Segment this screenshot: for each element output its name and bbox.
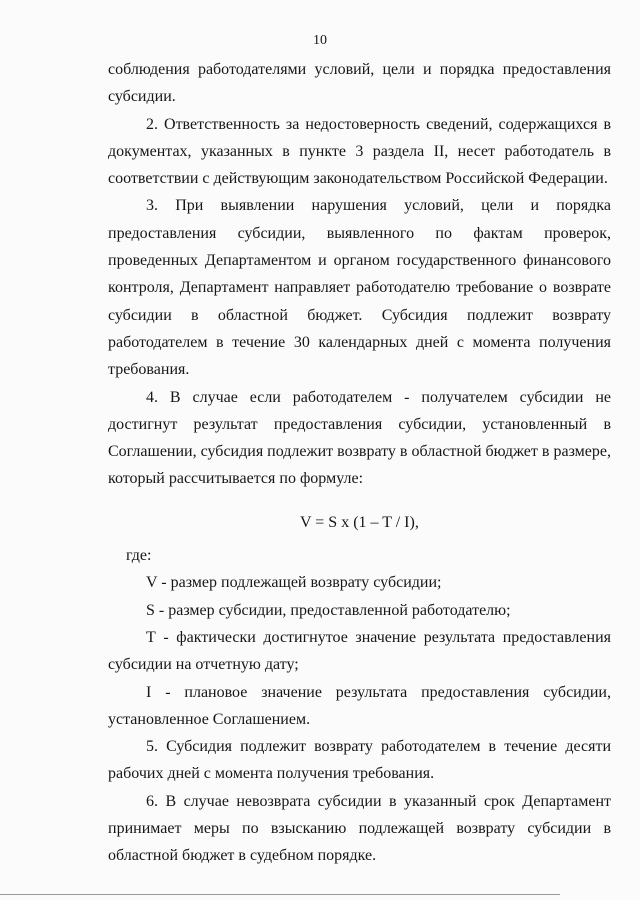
paragraph-5: 5. Субсидия подлежит возврату работодателем в течение десяти рабочих дней с момента получения требования. <box>108 738 611 783</box>
paragraph-4: 4. В случае если работодателем - получателем субсидии не достигнут результат предоставления субсидии, установленный в Соглашении, субсидия подлежит возврату в областной бюджет в размере, который рассчитывается по формуле: <box>108 388 611 488</box>
definition-t: Т - фактически достигнутое значение результата предоставления субсидии на отчетную дату; <box>108 628 611 674</box>
refund-formula: V = S x (1 – T / I), <box>300 513 419 531</box>
page-number: 10 <box>313 33 327 48</box>
definition-i: I - плановое значение результата предоставления субсидии, установленное Соглашением. <box>108 683 611 728</box>
paragraph-6: 6. В случае невозврата субсидии в указанный срок Департамент принимает меры по взысканию подлежащей возврату субсидии в областной бюджет в судебном порядке. <box>108 792 611 865</box>
definition-v: V - размер подлежащей возврату субсидии; <box>146 574 442 592</box>
paragraph-3: 3. При выявлении нарушения условий, цели и порядка предоставления субсидии, выявленного по фактам проверок, проведенных Департаментом и органом государственного финансового контроля, Департамент направляет работодателю требование о возврате субсидии в областной бюджет. Субсидия подлежит возврату работодателем в течение 30 календарных дней с момента получения требования. <box>108 197 611 379</box>
paragraph-2: 2. Ответственность за недостоверность сведений, содержащихся в документах, указанных в пункте 3 раздела II, несет работодатель в соответствии с действующим законодательством Российской Федерации. <box>108 115 611 188</box>
document-body <box>108 56 611 870</box>
continuation-paragraph: соблюдения работодателями условий, цели и порядка предоставления субсидии. <box>108 61 611 106</box>
bottom-rule <box>0 894 560 895</box>
where-label: где: <box>126 547 152 565</box>
definition-s: S - размер субсидии, предоставленной работодателю; <box>146 601 511 619</box>
